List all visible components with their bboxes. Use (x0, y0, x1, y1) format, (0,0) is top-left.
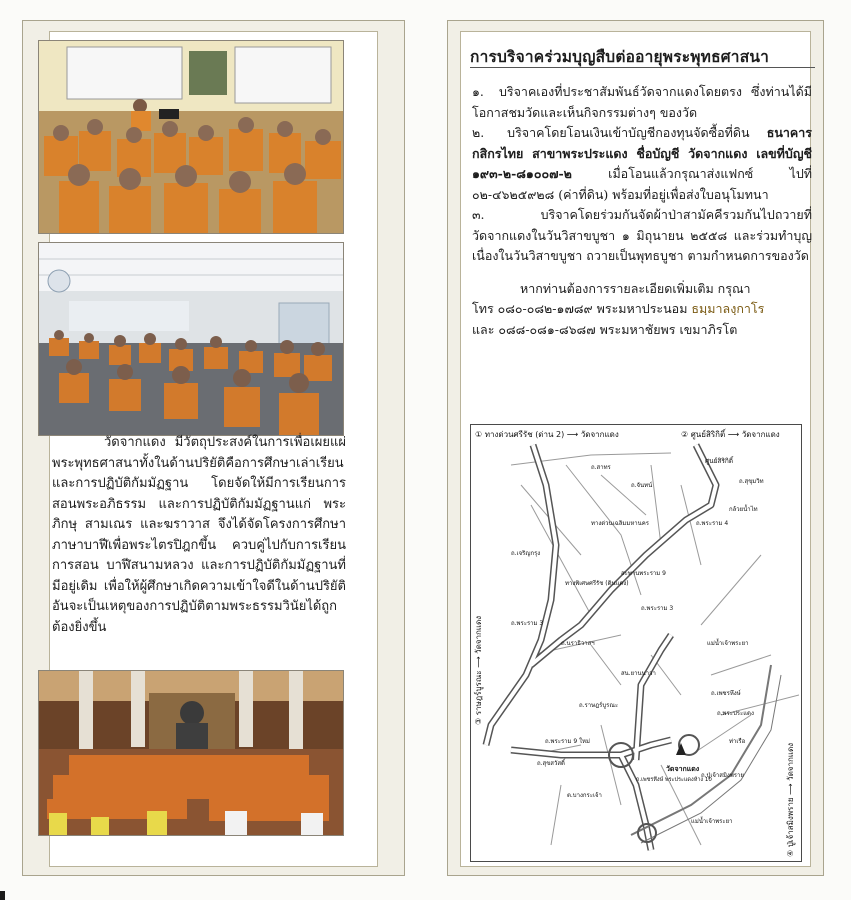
donation-item-3 (472, 205, 812, 267)
item-text: บริจาคโดยร่วมกันจัดผ้าป่าสามัคคีรวมกันไปถวายที่วัดจากแดงในวันวิสาขบูชา ๑ มิถุนายน ๒๕๕๘ และร่วมทำบุญเนื่องในวันวิสาขบูชา ถวายเป็นพุทธบูชา ตามกำหนดการของวัด (472, 207, 812, 263)
item-number: ๓. (472, 207, 485, 222)
item-number: ๑. (472, 84, 484, 99)
donation-item-1 (472, 82, 812, 123)
photo-hall (38, 242, 344, 436)
route-map (470, 424, 802, 862)
map-label-narathiwat: ถ.นราธิวาสฯ (561, 640, 595, 647)
route-map-drawing (471, 425, 799, 859)
map-label-tunnel: สะพานพระราม 9 (621, 570, 666, 577)
temple-description-text: วัดจากแดง มีวัตถุประสงค์ในการเพื่อเผยแผ่พระพุทธศาสนาทั้งในด้านปริยัติคือการศึกษาเล่าเรียนและการปฏิบัติกัมมัฏฐาน โดยจัดให้มีการเรียนการสอนพระอภิธรรม และการปฏิบัติกัมมัฏฐานแก่ พระภิกษุ สามเณร และฆราวาส จึงได้จัดโครงการศึกษาภาษาบาฬีเพื่อพระไตรปิฎกขึ้น ควบคู่ไปกับการเรียนการสอน บาฬีสนามหลวง และการปฏิบัติกัมมัฏฐานที่มีอยู่เดิม เพื่อให้ผู้ศึกษาเกิดความเข้าใจดีในด้านปริยัติอันจะเป็นเหตุของการปฏิบัติตามพระธรรมวินัยได้ถูกต้องยิ่งขึ้น (52, 435, 346, 635)
map-label-rama3: ถ.พระราม 3 (511, 620, 544, 627)
map-label-express: ทางด่วนเฉลิมมหานคร (591, 520, 650, 527)
map-label-rama4: ถ.พระราม 4 (696, 520, 729, 527)
contact-line-1: โทร ๐๘๐-๐๘๒-๑๗๘๙ พระมหาประนอม (472, 301, 688, 316)
map-label-rama9: ถ.พระราม 9 ใหม่ (545, 738, 590, 745)
map-label-sirikit: ศูนย์สิริกิติ์ (705, 457, 733, 465)
donation-item-2 (472, 123, 812, 205)
donation-title: การบริจาคร่วมบุญสืบต่ออายุพระพุทธศาสนา (470, 47, 770, 66)
map-label-wat: วัดจากแดง (666, 765, 700, 773)
item-text-after: เมื่อโอนแล้วกรุณาส่งแฟกซ์ ไปที่ ๐๒-๔๖๒๕๙๒๘ (ค่าที่ดิน) พร้อมที่อยู่เพื่อส่งใบอนุโมทนา (472, 166, 812, 202)
map-label-phra-pradaeng: ถ.พระประแดง (717, 710, 754, 717)
photo-hall-image (39, 243, 343, 435)
map-label-kluaynam: กล้วยน้ำไท (729, 506, 758, 513)
photo-classroom-image (39, 41, 343, 233)
temple-description (52, 433, 346, 638)
map-label-sukhumvit-b: ถ.ปู่เจ้าสมิงพราย (701, 772, 744, 779)
bank-account: ธนาคารกสิกรไทย สาขาพระประแดง ชื่อบัญชี วัดจากแดง เลขที่บัญชี ๑๙๓-๒-๘๑๐๐๗-๒ (472, 125, 812, 181)
item-text: บริจาคเองที่ประชาสัมพันธ์วัดจากแดงโดยตรง ซึ่งท่านได้มีโอกาสชมวัดและเห็นกิจกรรมต่างๆ ของวัด (472, 84, 812, 120)
map-label-route-4: ④ ปู่เจ้าสมิงพราย ⟶ วัดจากแดง (786, 742, 795, 857)
map-label-sukhumvit: ถ.สุขุมวิท (739, 478, 764, 485)
map-label-sathorn: ถ.สาทร (591, 464, 611, 471)
map-label-pier: ท่าเรือ (729, 738, 746, 745)
page-edge-mark (0, 891, 5, 900)
map-label-petch: ถ.เพชรหึงษ์ (711, 690, 741, 697)
map-label-suksawat: ถ.สุขสวัสดิ์ (537, 760, 565, 767)
map-label-charoenkrung: ถ.เจริญกรุง (511, 550, 541, 557)
map-label-highway: ทางพิเศษศรีรัช (ดินแดง) (565, 580, 629, 587)
map-label-bangkrachao: ต.บางกระเจ้า (567, 792, 602, 799)
map-label-rajburana: ถ.ราษฎร์บูรณะ (579, 702, 619, 709)
map-label-river-b: แม่น้ำเจ้าพระยา (691, 818, 733, 825)
map-label-route-2: ② ศูนย์สิริกิติ์ ⟶ วัดจากแดง (681, 430, 780, 439)
contact-line-2: และ ๐๘๘-๐๘๑-๘๖๘๗ พระมหาชัยพร เขมาภิรโต (472, 321, 738, 337)
map-label-station: สน.ยานนาวา (621, 670, 656, 677)
map-label-chan: ถ.จันทน์ (631, 482, 653, 489)
title-divider (470, 67, 815, 68)
map-label-wat-address: ถ.เพชรหึงษ์ พระประแดงห้าง 10 (636, 777, 712, 783)
map-label-route-1: ① ทางด่วนศรีรัช (ด่าน 2) ⟶ วัดจากแดง (475, 430, 619, 439)
map-label-route-3: ③ ราษฎร์บูรณะ ⟶ วัดจากแดง (474, 615, 483, 725)
photo-buddha-hall-image (39, 671, 343, 835)
item-number: ๒. (472, 125, 485, 140)
map-label-rama3-b: ถ.พระราม 3 (641, 605, 674, 612)
contact-intro: หากท่านต้องการรายละเอียดเพิ่มเติม กรุณา (520, 280, 751, 296)
map-label-river: แม่น้ำเจ้าพระยา (707, 640, 749, 647)
contact-info (472, 279, 812, 341)
photo-classroom (38, 40, 344, 234)
item-text: บริจาคโดยโอนเงินเข้าบัญชีกองทุนจัดซื้อที่ดิน (507, 125, 750, 140)
photo-buddha-hall (38, 670, 344, 836)
donation-methods (472, 82, 812, 340)
contact-monk-title: ธมฺมาลงฺกาโร (691, 301, 765, 316)
